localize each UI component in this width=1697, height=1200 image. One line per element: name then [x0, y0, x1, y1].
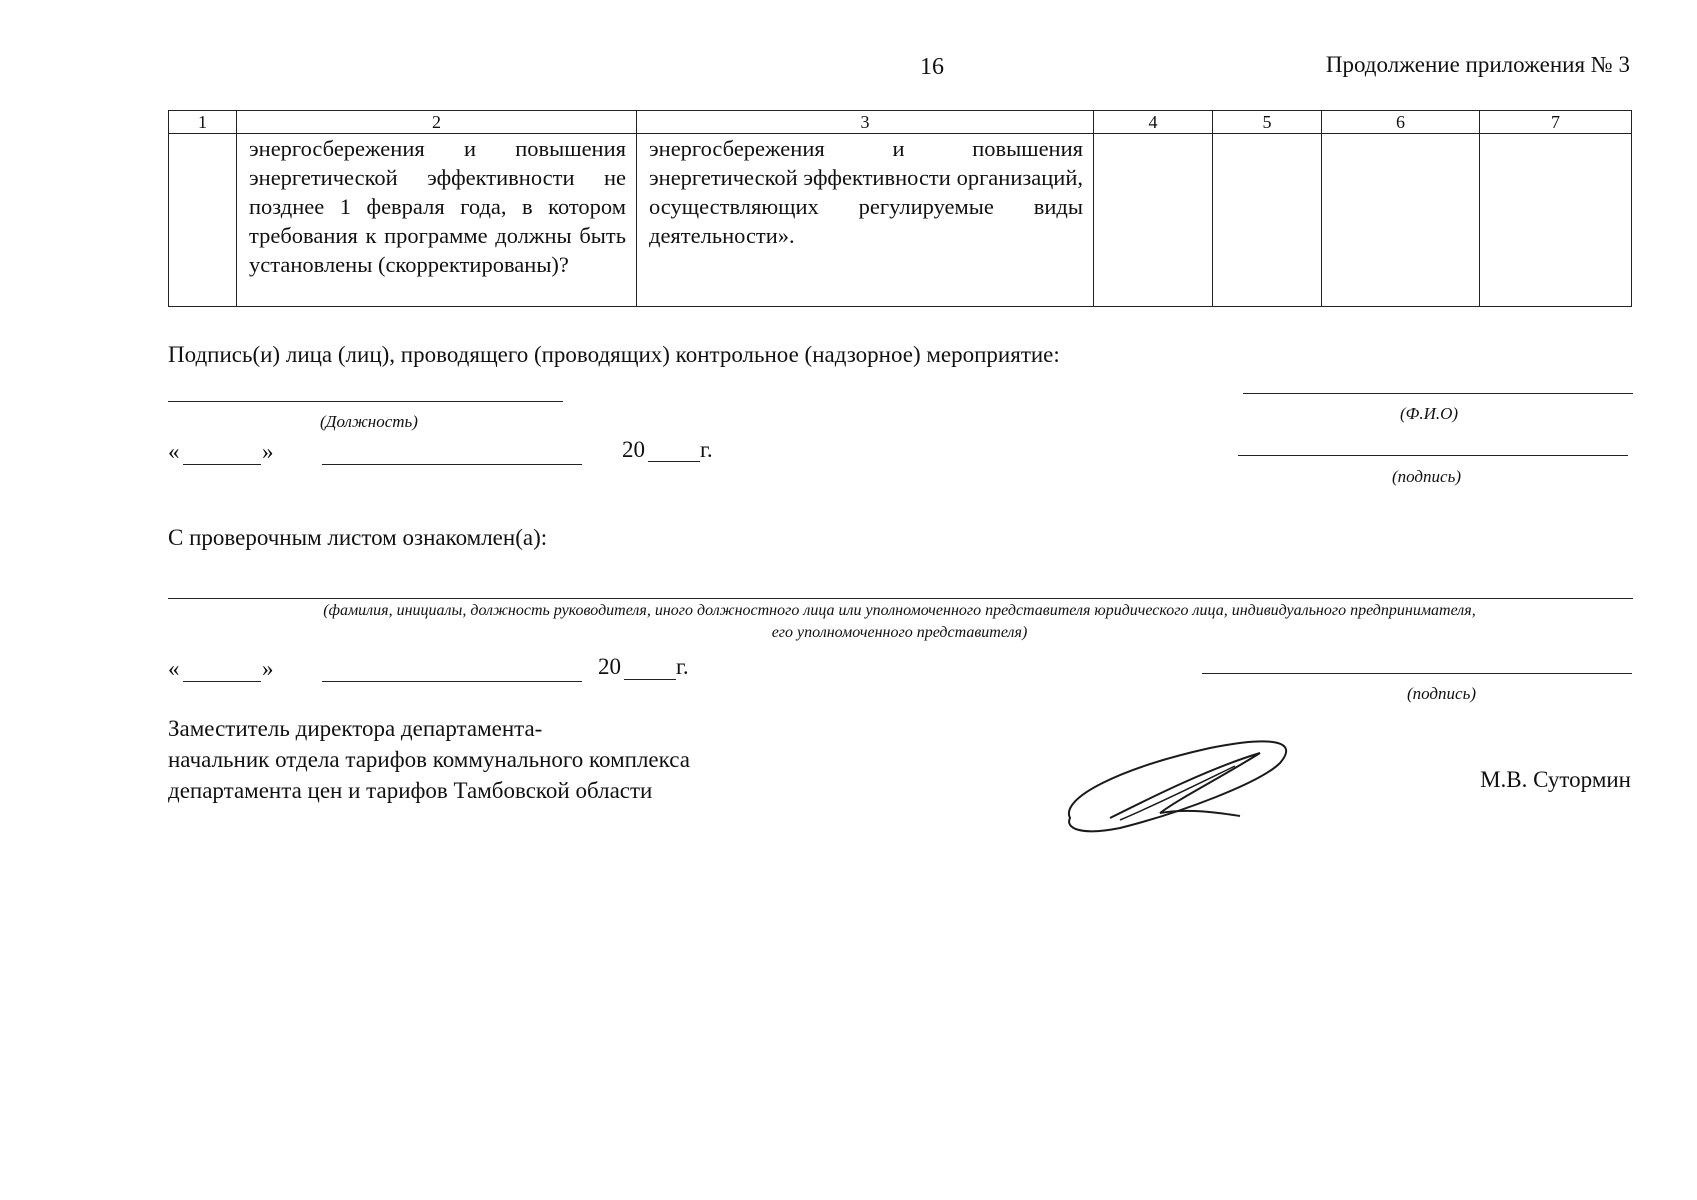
table-row: [169, 134, 1632, 307]
position-caption: (Должность): [320, 412, 418, 431]
inspector-signature-line: [1238, 455, 1628, 456]
table-header-row: [169, 111, 1632, 134]
ack-signature-caption: (подпись): [1407, 684, 1476, 703]
column-header-5: 5: [1213, 111, 1322, 134]
signatory-title: [168, 713, 690, 806]
date-close-quote: »: [262, 439, 274, 464]
date-month-line: [322, 464, 582, 465]
signatory-title-line-1: Заместитель директора департамента-: [168, 716, 543, 741]
year-line: [648, 461, 700, 462]
column-header-2: 2: [237, 111, 637, 134]
column-header-1: 1: [169, 111, 237, 134]
inspector-signature-heading: Подпись(и) лица (лиц), проводящего (проводящих) контрольное (надзорное) мероприятие:: [168, 342, 1060, 367]
signatory-title-line-3: департамента цен и тарифов Тамбовской области: [168, 778, 653, 803]
ack-year-prefix: 20: [598, 654, 621, 679]
fio-line: [1243, 393, 1633, 394]
appendix-continuation-label: Продолжение приложения № 3: [1325, 52, 1630, 77]
date-day-line: [183, 464, 261, 465]
cell-col7: [1480, 134, 1632, 307]
inspector-signature-caption: (подпись): [1392, 467, 1461, 486]
cell-requirement: энергосбережения и повышения энергетической эффективности организаций, осуществляющих регулируемые виды деятельности».: [637, 134, 1094, 307]
ack-signature-line: [1202, 673, 1632, 674]
column-header-3: 3: [637, 111, 1094, 134]
year-prefix: 20: [622, 437, 645, 462]
ack-date-month-line: [322, 681, 582, 682]
ack-year-line: [624, 679, 676, 680]
date-open-quote: «: [168, 439, 180, 464]
ack-date-close-quote: »: [262, 656, 274, 681]
column-header-7: 7: [1480, 111, 1632, 134]
cell-question: энергосбережения и повышения энергетической эффективности не позднее 1 февраля года, в котором требования к программе должны быть установлены (скорректированы)?: [237, 134, 637, 307]
footnote-line-2: его уполномоченного представителя): [771, 624, 1028, 641]
fio-caption: (Ф.И.О): [1400, 404, 1459, 423]
year-suffix: г.: [700, 437, 713, 462]
ack-year-suffix: г.: [676, 654, 689, 679]
acknowledgement-name-line: [168, 598, 1633, 599]
page-number: 16: [920, 54, 944, 80]
cell-col6: [1322, 134, 1480, 307]
signatory-name: М.В. Сутормин: [1480, 767, 1631, 792]
cell-col4: [1094, 134, 1213, 307]
footnote-line-1: (фамилия, инициалы, должность руководителя, иного должностного лица или уполномоченного представителя юридического лица, индивидуального предпринимателя,: [323, 602, 1476, 619]
signatory-title-line-2: начальник отдела тарифов коммунального комплекса: [168, 747, 690, 772]
column-header-6: 6: [1322, 111, 1480, 134]
cell-col1: [169, 134, 237, 307]
acknowledgement-heading: С проверочным листом ознакомлен(а):: [168, 525, 548, 550]
position-line: [168, 401, 563, 402]
handwritten-signature: [1060, 728, 1300, 838]
cell-col5: [1213, 134, 1322, 307]
column-header-4: 4: [1094, 111, 1213, 134]
ack-date-day-line: [183, 681, 261, 682]
ack-date-open-quote: «: [168, 656, 180, 681]
checklist-table: [168, 110, 1632, 307]
acknowledgement-footnote: [168, 600, 1631, 644]
